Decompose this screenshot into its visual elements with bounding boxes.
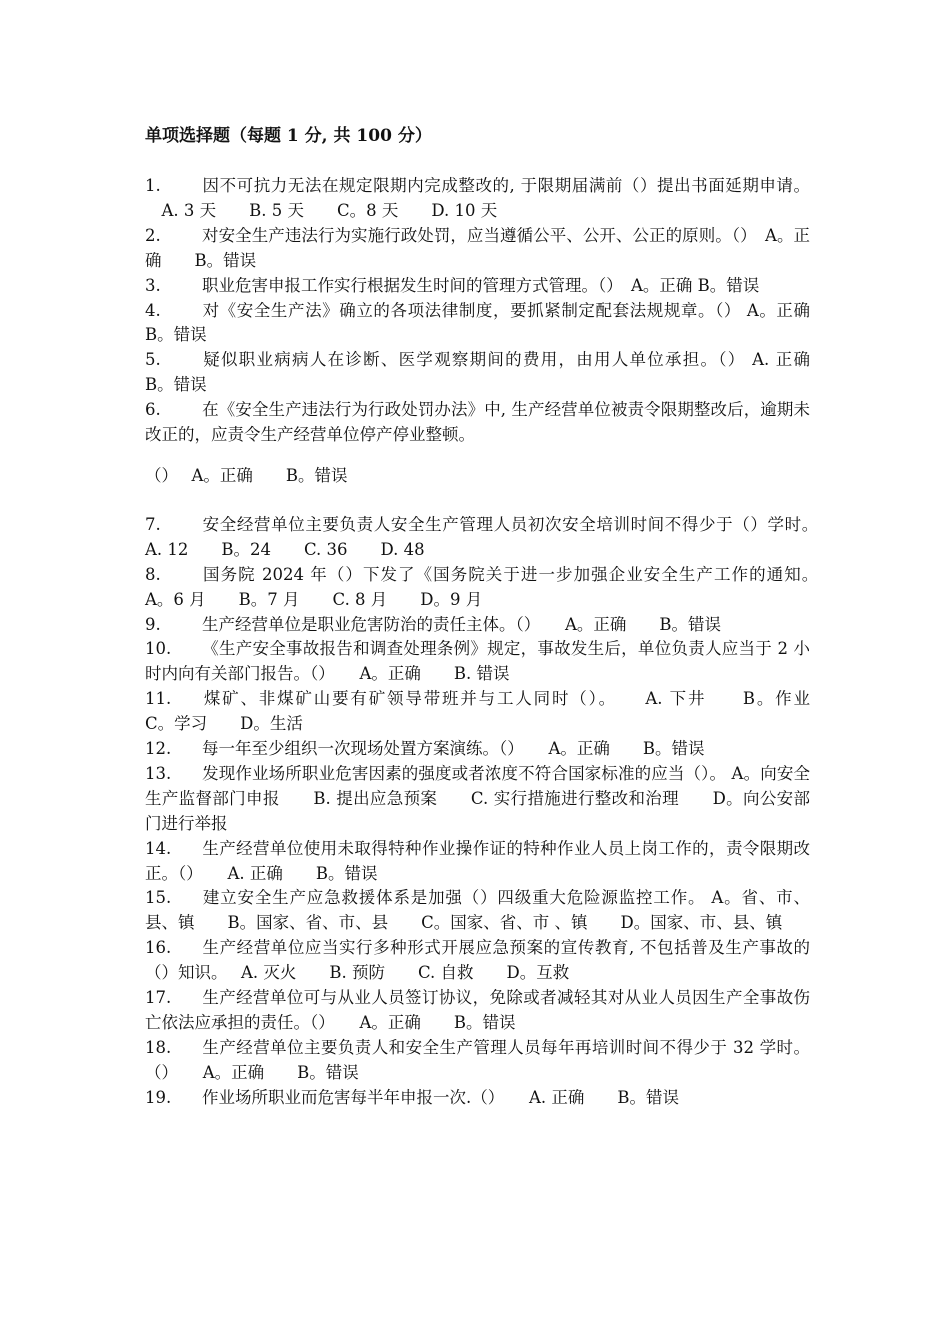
question-number: 9. (145, 614, 161, 634)
question-13 (145, 762, 810, 837)
question-text: 在《安全生产违法行为行政处罚办法》中, 生产经营单位被责令限期整改后，逾期未改正的，应责令生产经营单位停产停业整顿。 (145, 400, 810, 445)
question-number: 6. (145, 400, 161, 420)
question-6 (145, 398, 810, 448)
question-8 (145, 563, 832, 613)
question-number: 17. (145, 988, 172, 1008)
question-number: 15. (145, 888, 172, 908)
question-text: 作业场所职业而危害每半年申报一次.（） A. 正确 B。错误 (202, 1087, 680, 1107)
question-5 (145, 348, 843, 398)
question-text: 生产经营单位使用未取得特种作业操作证的特种作业人员上岗工作的，责令限期改正。（） A. 正确 B。错误 (145, 838, 810, 883)
question-number: 4. (145, 300, 161, 320)
question-18 (145, 1036, 810, 1086)
question-number: 3. (145, 275, 161, 295)
question-7 (145, 513, 832, 563)
question-number: 13. (145, 763, 172, 783)
question-text: 每一年至少组织一次现场处置方案演练。（） A。正确 B。错误 (202, 739, 705, 759)
question-text: 生产经营单位是职业危害防治的责任主体。（） A。正确 B。错误 (202, 614, 722, 634)
question-text: 煤矿、非煤矿山要有矿领导带班并与工人同时（）。 A. 下井 B。作业 C。学习 D。生活 (145, 689, 843, 734)
question-12 (145, 737, 810, 762)
question-number: 2. (145, 225, 161, 245)
question-4 (145, 299, 843, 349)
question-text: 安全经营单位主要负责人安全生产管理人员初次安全培训时间不得少于（）学时。 A. 12 B。24 C. 36 D. 48 (145, 514, 832, 559)
document-page (145, 124, 843, 1111)
question-16 (145, 936, 810, 986)
question-2 (145, 224, 810, 274)
question-text: 发现作业场所职业危害因素的强度或者浓度不符合国家标准的应当（）。 A。向安全生产监督部门申报 B. 提出应急预案 C. 实行措施进行整改和治理 D。向公安部门进行举报 (145, 763, 810, 833)
question-text: 对安全生产违法行为实施行政处罚，应当遵循公平、公开、公正的原则。（） A。正确 B。错误 (145, 225, 810, 270)
question-text: 生产经营单位可与从业人员签订协议，免除或者减轻其对从业人员因生产全事故伤亡依法应承担的责任。（） A。正确 B。错误 (145, 988, 810, 1032)
question-number: 8. (145, 564, 161, 584)
question-14 (145, 837, 810, 887)
question-6-options: （） A。正确 B。错误 (145, 465, 348, 485)
question-text: 对《安全生产法》确立的各项法律制度，要抓紧制定配套法规规章。（） A。正确 B。错误 (145, 300, 843, 345)
question-text: 职业危害申报工作实行根据发生时间的管理方式管理。（） A。正确 B。错误 (202, 275, 760, 295)
question-number: 10. (145, 639, 172, 659)
question-number: 7. (145, 514, 161, 534)
question-text: 疑似职业病病人在诊断、医学观察期间的费用，由用人单位承担。（） A. 正确 B。错误 (145, 350, 843, 395)
question-number: 16. (145, 938, 172, 958)
question-1 (145, 174, 810, 224)
question-15 (145, 886, 810, 936)
question-3 (145, 274, 810, 299)
question-10 (145, 637, 810, 687)
question-19 (145, 1086, 810, 1111)
question-list (145, 174, 843, 1111)
question-number: 18. (145, 1037, 172, 1057)
question-text: 建立安全生产应急救援体系是加强（）四级重大危险源监控工作。 A。省、市、县、镇 B。国家、省、市、县 C。国家、省、市 、镇 D。国家、市、县、镇 (145, 888, 810, 933)
question-text: 《生产安全事故报告和调查处理条例》规定，事故发生后，单位负责人应当于 2 小时内向有关部门报告。（） A。正确 B. 错误 (145, 639, 810, 684)
question-11 (145, 687, 843, 737)
question-number: 11. (145, 689, 172, 709)
question-number: 5. (145, 350, 161, 370)
question-text: 因不可抗力无法在规定限期内完成整改的, 于限期届满前（）提出书面延期申请。 A. 3 天 B. 5 天 C。8 天 D. 10 天 (145, 176, 810, 220)
question-17 (145, 986, 810, 1036)
section-title: 单项选择题（每题 1 分, 共 100 分） (145, 126, 432, 146)
question-number: 1. (145, 176, 161, 195)
question-text: 生产经营单位应当实行多种形式开展应急预案的宣传教育, 不包括普及生产事故的（）知识。 A. 灭火 B. 预防 C. 自救 D。互救 (145, 938, 810, 983)
question-text: 生产经营单位主要负责人和安全生产管理人员每年再培训时间不得少于 32 学时。（） A。正确 B。错误 (145, 1037, 810, 1082)
question-9 (145, 613, 810, 638)
question-number: 14. (145, 838, 172, 858)
question-text: 国务院 2024 年（）下发了《国务院关于进一步加强企业安全生产工作的通知。 A。6 月 B。7 月 C. 8 月 D。9 月 (145, 564, 832, 609)
question-number: 12. (145, 739, 172, 759)
question-number: 19. (145, 1087, 172, 1107)
